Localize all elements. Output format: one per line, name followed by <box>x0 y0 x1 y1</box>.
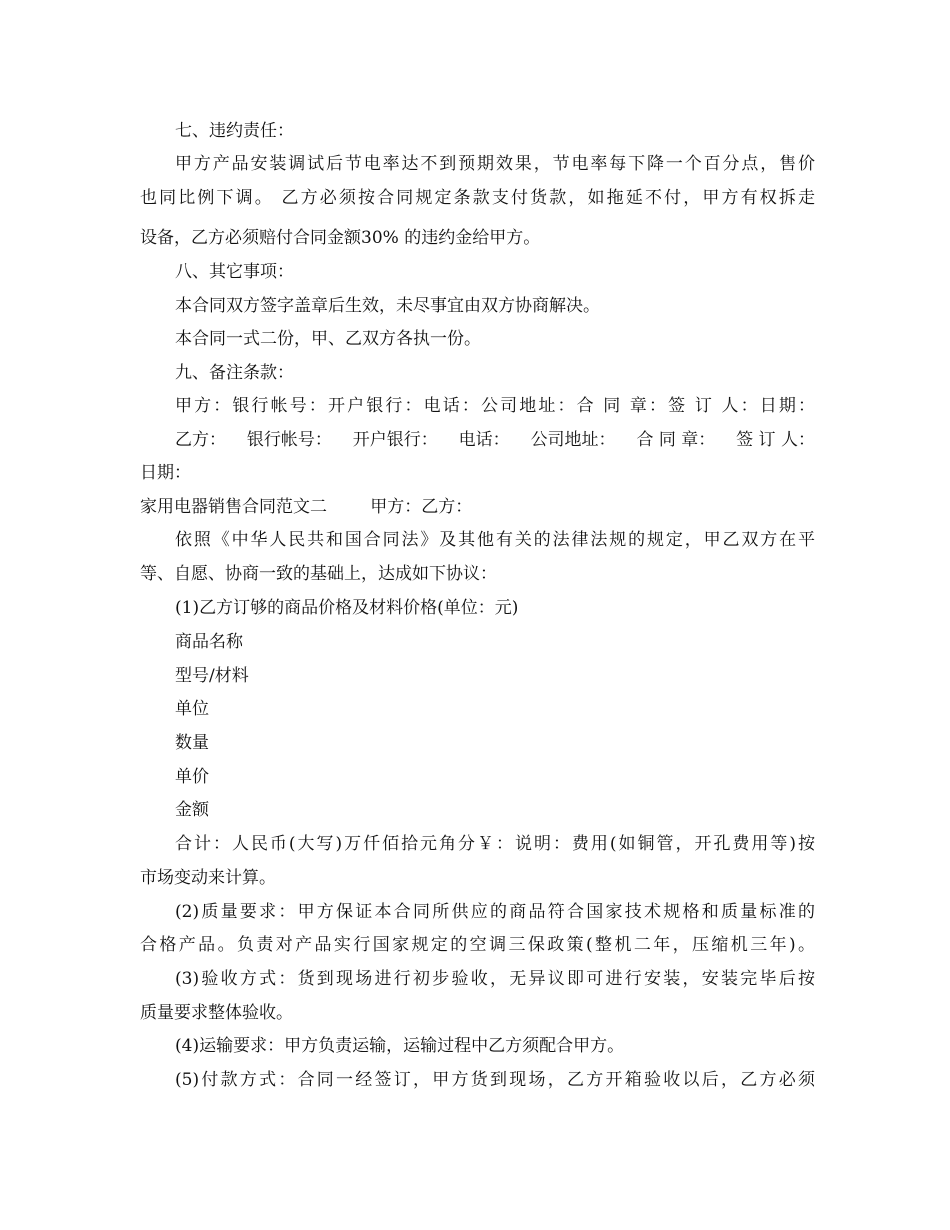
section-8-heading: 八、其它事项： <box>175 262 294 282</box>
section-9-heading: 九、备注条款： <box>175 363 294 383</box>
intro-paragraph-line-1: 依照《中华人民共和国合同法》及其他有关的法律法规的规定，甲乙双方在平 <box>175 530 815 550</box>
party-b-signatory: 签 订 人： <box>736 430 815 450</box>
section-8-paragraph-1: 本合同双方签字盖章后生效，未尽事宜由双方协商解决。 <box>175 296 600 316</box>
party-b-signature-line <box>175 430 815 450</box>
item-5-line-1: (5)付款方式：合同一经签订，甲方货到现场，乙方开箱验收以后，乙方必须 <box>175 1070 815 1090</box>
party-b-date: 日期： <box>140 463 191 483</box>
party-b-phone: 电话： <box>458 430 510 450</box>
field-amount: 金额 <box>175 800 209 820</box>
party-a-signature-line: 甲方：银行帐号：开户银行：电话：公司地址：合 同 章：签 订 人：日期： <box>175 396 815 416</box>
total-line-2: 市场变动来计算。 <box>140 868 276 888</box>
party-b-address: 公司地址： <box>530 430 616 450</box>
intro-paragraph-line-2: 等、自愿、协商一致的基础上，达成如下协议： <box>140 564 497 584</box>
item-4: (4)运输要求：甲方负责运输，运输过程中乙方须配合甲方。 <box>175 1036 625 1056</box>
field-unit-price: 单价 <box>175 767 209 787</box>
document-2-title: 家用电器销售合同范文二 甲方：乙方： <box>140 497 473 517</box>
field-model-material: 型号/材料 <box>175 666 249 686</box>
item-3-line-1: (3)验收方式：货到现场进行初步验收，无异议即可进行安装，安装完毕后按 <box>175 969 815 989</box>
section-7-paragraph-line-1: 甲方产品安装调试后节电率达不到预期效果，节电率每下降一个百分点，售价 <box>175 154 815 174</box>
party-b-bank-name: 开户银行： <box>352 430 438 450</box>
section-8-paragraph-2: 本合同一式二份，甲、乙双方各执一份。 <box>175 329 481 349</box>
party-b-label: 乙方： <box>175 430 226 450</box>
section-7-heading: 七、违约责任： <box>175 121 294 141</box>
field-unit: 单位 <box>175 699 209 719</box>
section-7-paragraph-line-3: 设备，乙方必须赔付合同金额30% 的违约金给甲方。 <box>140 228 541 248</box>
item-3-line-2: 质量要求整体验收。 <box>140 1003 293 1023</box>
item-1: (1)乙方订够的商品价格及材料价格(单位：元) <box>175 598 519 618</box>
item-2-line-1: (2)质量要求：甲方保证本合同所供应的商品符合国家技术规格和质量标准的 <box>175 902 815 922</box>
item-2-line-2: 合格产品。负责对产品实行国家规定的空调三保政策(整机二年，压缩机三年)。 <box>140 935 815 955</box>
party-b-contract-seal: 合 同 章： <box>636 430 716 450</box>
field-quantity: 数量 <box>175 733 209 753</box>
section-7-paragraph-line-2: 也同比例下调。 乙方必须按合同规定条款支付货款，如拖延不付，甲方有权拆走 <box>140 188 815 208</box>
field-product-name: 商品名称 <box>175 632 243 652</box>
party-b-bank-account: 银行帐号： <box>246 430 332 450</box>
total-line-1: 合计：人民币(大写)万仟佰拾元角分￥：说明：费用(如铜管，开孔费用等)按 <box>175 834 815 854</box>
